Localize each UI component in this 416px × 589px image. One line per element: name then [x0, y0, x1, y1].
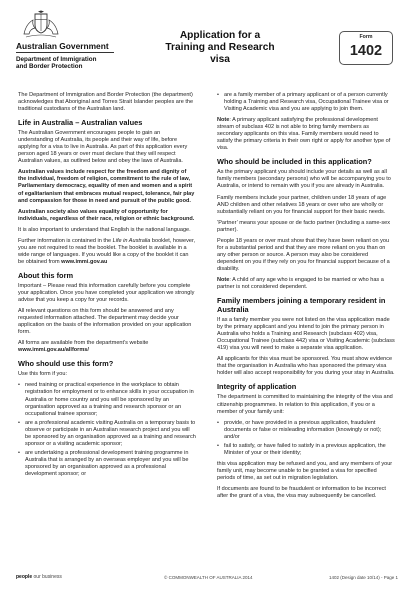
note [217, 277, 395, 291]
form-number-box [339, 31, 393, 65]
list-item: • provide, or have provided in a previous application, fraudulent documents or false or misleading information (knowingly or not); and/or [217, 420, 395, 441]
footer-logo-bold: people [16, 574, 33, 580]
booklet-title: Life in Australia [112, 237, 151, 244]
paragraph: As the primary applicant you should include your details as well as all family members (secondary persons) who will be accompanying you to Australia, or intend to remain with you if you are already in Australia. [217, 169, 391, 190]
right-column [217, 92, 395, 504]
footer-logo [16, 574, 62, 580]
text-run: : A primary applicant satisfying the professional development stream of subclass 402 is not able to bring family members as secondary applicants on this visa. Family members would need to satisfy the primary criteria in their own right or apply for another type of visa. [217, 117, 391, 152]
paragraph: The Australian Government encourages people to gain an understanding of Australia, its people and their way of life, before applying for a visa to live in Australia. As part of this application every person aged 18 years or over must declare that they will respect Australian values, as outlined below and obey the laws of Australia. [18, 130, 188, 165]
values-statement: Australian society also values equality of opportunity for individuals, regardless of their race, religion or ethnic background. [18, 208, 195, 222]
text-run: booklet, however, you are not required to read the booklet. The booklet is available in a wide range of languages. If you would like a copy of the booklet it can be obtained from [18, 237, 196, 265]
section-heading: Who should use this form? [18, 359, 114, 369]
note-label: Note [217, 276, 230, 283]
page-footer [0, 572, 416, 584]
left-column [18, 92, 196, 482]
page-number: 1402 (Design date 10/14) - Page 1 [328, 575, 398, 580]
paragraph: this visa application may be refused and you, and any members of your family unit, may become unable to be granted a visa for specified periods of time, as set out in migration legislation. [217, 460, 393, 481]
list-item: • are a professional academic visiting Australia on a temporary basis to observe or participate in an Australian research project and you will be sponsored by an organisation approved as a training and research sponsor or a visiting academic sponsor; [18, 420, 196, 448]
divider [16, 52, 114, 53]
form-title-line: Training and Research visa [165, 42, 275, 65]
section-heading: Family members joining a temporary resident in Australia [217, 296, 386, 315]
section-heading: Who should be included in this application? [217, 157, 372, 167]
list-item: • need training or practical experience in the workplace to obtain registration for employment or to enhance skills in your occupation in Australia or home country and you will be sponsored by an organisation approved as a training and research sponsor or an occupational trainee sponsor; [18, 382, 196, 417]
paragraph: Important – Please read this information carefully before you complete your application. Once you have completed your application we strongly advise that you keep a copy for your records. [18, 282, 195, 304]
paragraph: It is also important to understand that English is the national language. [18, 226, 191, 233]
form-number: 1402 [349, 43, 383, 59]
org-name: Australian Government [16, 41, 109, 51]
paragraph: ‘Partner’ means your spouse or de facto partner (including a same-sex partner). [217, 219, 390, 233]
text-run: : A child of any age who is engaged to be married or who has a partner is not considered dependent. [217, 276, 384, 291]
list-item: • fail to satisfy, or have failed to satisfy in a previous application, the Minister of your or their identity; [217, 443, 395, 457]
department-line: and Border Protection [16, 63, 83, 71]
paragraph: Family members include your partner, children under 18 years of age AND children and other relatives 18 years or over who are wholly or substantially reliant on you for financial support for their basic needs. [217, 194, 387, 215]
paragraph: If documents are found to be fraudulent or information to be incorrect after the grant of a visa, the visa may subsequently be cancelled. [217, 485, 386, 500]
paragraph: Use this form if you: [18, 371, 68, 378]
paragraph [18, 340, 196, 354]
list-item: • are a family member of a primary applicant or of a person currently holding a Training and Research visa, Occupational Trainee visa or Visiting Academic visa and you are applying to join them. [217, 92, 395, 113]
coat-of-arms-logo [18, 10, 64, 40]
section-heading: Life in Australia – Australian values [18, 118, 143, 128]
form-label: Form [359, 34, 373, 40]
acknowledgement: The Department of Immigration and Border Protection (the department) acknowledges that Aboriginal and Torres Strait Islander peoples are the traditional custodians of the Australian land. [18, 92, 194, 113]
section-heading: About this form [18, 270, 74, 280]
paragraph: People 18 years or over must show that they have been reliant on you for a substantial period and that they are more reliant on you than on any other person or source. A person may also be considered dependent on you if they rely on you for financial support because of a disability. [217, 237, 390, 272]
values-statement: Australian values include respect for the freedom and dignity of the individual, freedom of religion, commitment to the rule of law, Parliamentary democracy, equality of men and women and a spirit of egalitarianism that embraces mutual respect, tolerance, fair play and compassion for those in need and pursuit of the public good. [18, 169, 195, 204]
paragraph: All applicants for this visa must be sponsored. You must show evidence that the organisation in Australia who has sponsored the primary visa holder will also accept responsibility for you during your stay in Australia. [217, 356, 395, 377]
paragraph: All relevant questions on this form should be answered and any requested information attached. The department may decide your application on the basis of the information provided on your application form. [18, 308, 192, 336]
copyright: © COMMONWEALTH OF AUSTRALIA 2014 [164, 575, 253, 580]
bullet-list [18, 382, 196, 478]
bullet-list [217, 420, 395, 457]
note-label: Note [217, 117, 230, 124]
note [217, 117, 395, 152]
bullet-list [217, 92, 395, 113]
form-title-line: Application for a [179, 30, 261, 41]
website-link[interactable]: www.immi.gov.au [61, 258, 108, 265]
paragraph: If as a family member you were not listed on the visa application made by the primary applicant and you intend to join the primary person in Australia who holds a Training and Research (subclass 402) visa, Occupational Trainee (subclass 442) visa or Visiting Academic (subclass 419) visa you will need to make a separate visa application. [217, 317, 395, 352]
department-line: Department of Immigration [16, 56, 97, 63]
paragraph [18, 238, 196, 266]
form-title [155, 30, 285, 66]
section-heading: Integrity of application [217, 382, 297, 392]
paragraph: The department is committed to maintaining the integrity of the visa and citizenship programmes. In relation to this application, if you or a member of your family unit: [217, 394, 393, 415]
text-run: All forms are available from the department’s website [18, 340, 149, 347]
footer-logo-text: our business [32, 574, 62, 580]
page-header [0, 0, 416, 84]
forms-link[interactable]: www.immi.gov.au/allforms/ [18, 347, 89, 354]
list-item: • are undertaking a professional development training programme in Australia that is arranged by an overseas employer and you will be sponsored by an organisation approved as a professional development sponsor; or [18, 450, 196, 478]
text-run: Further information is contained in the [18, 237, 113, 244]
department-name [16, 56, 96, 71]
